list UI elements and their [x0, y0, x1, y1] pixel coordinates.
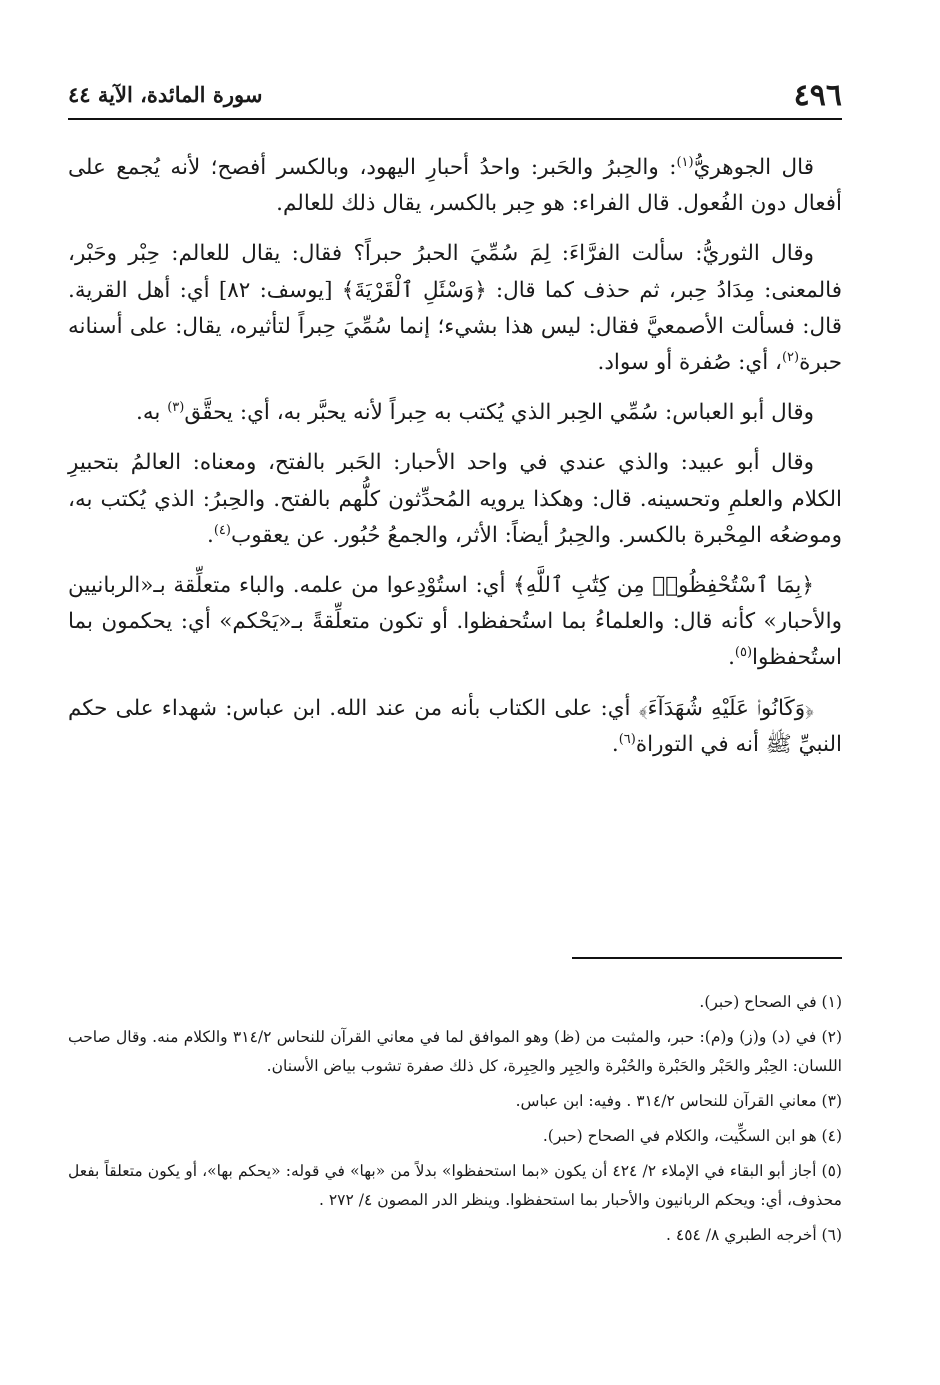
paragraph-text: ﴿وَكَانُوا۟ عَلَيْهِ شُهَدَآءَ﴾ أي: على الكتاب بأنه من عند الله. ابن عباس: شهداء على حكم النبيِّ ﷺ أنه في التوراة [68, 695, 842, 757]
paragraph-text: قال الجوهريُّ [693, 155, 814, 180]
footnote-ref: (١) [676, 154, 694, 170]
footnote-ref: (٥) [734, 645, 753, 661]
paragraph [68, 445, 842, 554]
paragraph-text: به. [136, 400, 168, 426]
footnote: (١) في الصحاح (حبر). [699, 993, 842, 1011]
paragraph-text: ، أي: صُفرة أو سواد. [597, 350, 782, 376]
footnote-divider [572, 957, 842, 959]
paragraph [68, 395, 842, 431]
paragraph [68, 691, 842, 763]
paragraph-text: . [206, 522, 214, 548]
footnote: (٤) هو ابن السكِّيت، والكلام في الصحاح (حبر). [542, 1127, 842, 1145]
footnote-ref: (٢) [781, 349, 800, 365]
paragraph-text: وقال الثوريُّ: سألت الفرَّاءَ: لِمَ سُمِّيَ الحبرُ حبراً؟ فقال: يقال للعالم: حِبْر وحَبْر، فالمعنى: مِدَادُ حِبر، ثم حذف كما قال: ﴿وَسْئَلِ ٱلْقَرْيَةَ﴾ [يوسف: ٨٢] أي: أهل القرية. قال: فسألت الأصمعيَّ فقال: ليس هذا بشيء؛ إنما سُمِّيَ حِبراً لتأثيره، يقال: على أسنانه حبرة [68, 241, 842, 376]
footnotes [68, 988, 842, 1256]
footnote: (٣) معاني القرآن للنحاس ٣١٤/٢ . وفيه: ابن عباس. [515, 1092, 842, 1110]
paragraph-text: وقال أبو العباس: سُمِّي الحِبر الذي يُكتب به حِبراً لأنه يحبَّر به، أي: يحقَّق [184, 400, 814, 426]
main-text [68, 150, 842, 777]
paragraph [68, 236, 842, 381]
page-header [68, 72, 842, 120]
footnote: (٦) أخرجه الطبري ٨/ ٤٥٤ . [666, 1226, 842, 1244]
page-number: ٤٩٦ [793, 78, 842, 113]
paragraph-text: وقال أبو عبيد: والذي عندي في واحد الأحبار: الحَبر بالفتح، ومعناه: العالمُ بتحبيرِ الكلام والعلمِ وتحسينه. قال: وهكذا يرويه المُحدِّثون كلُّهم بالفتح. والحِبرُ: الذي يُكتب به، وموضعُه المِحْبرة بالكسر. والحِبرُ أيضاً: الأثر، والجمعُ حُبُور. عن يعقوب [68, 450, 842, 548]
footnote-ref: (٣) [167, 400, 185, 416]
paragraph [68, 150, 842, 222]
paragraph-text: : والحِبرُ والحَبر: واحدُ أحبارِ اليهود، وبالكسر أفصح؛ لأنه يُجمع على أفعال دون الفُعول. قال الفراء: هو حِبر بالكسر، يقال ذلك للعالم. [68, 155, 842, 217]
paragraph-text: . [611, 731, 619, 757]
footnote-ref: (٦) [618, 731, 636, 747]
paragraph-text: ﴿بِمَا ٱسْتُحْفِظُوا۟ مِن كِتَٰبِ ٱللَّهِ﴾ أي: استُوْدِعوا من علمه. والباء متعلِّقة بـ«الربانيين والأحبار» كأنه قال: والعلماءُ بما استُحفظوا. أو تكون متعلِّقةً بـ«يَحْكم» أي: يحكمون بما استُحفظوا [68, 573, 842, 671]
paragraph-text: . [728, 645, 735, 671]
footnote: (٥) أجاز أبو البقاء في الإملاء ٢/ ٤٢٤ أن يكون «بما استحفظوا» بدلاً من «بها» في قوله: «يحكم بها»، أو يكون متعلقاً بفعل محذوف، أي: ويحكم الربانيون والأحبار بما استحفظوا. وينظر الدر المصون ٤/ ٢٧٢ . [68, 1162, 842, 1209]
running-title: سورة المائدة، الآية ٤٤ [68, 82, 263, 107]
footnote: (٢) في (د) و(ز) و(م): حبر، والمثبت من (ظ) وهو الموافق لما في معاني القرآن للنحاس ٣١٤/٢ والكلام منه. وقال صاحب اللسان: الحِبْر والحَبْر والحَبْرة والحُبْرة والحِبِر والحِبِرة، كل ذلك صفرة تشوب بياض الأسنان. [68, 1028, 842, 1075]
paragraph [68, 568, 842, 677]
footnote-ref: (٤) [213, 522, 231, 538]
